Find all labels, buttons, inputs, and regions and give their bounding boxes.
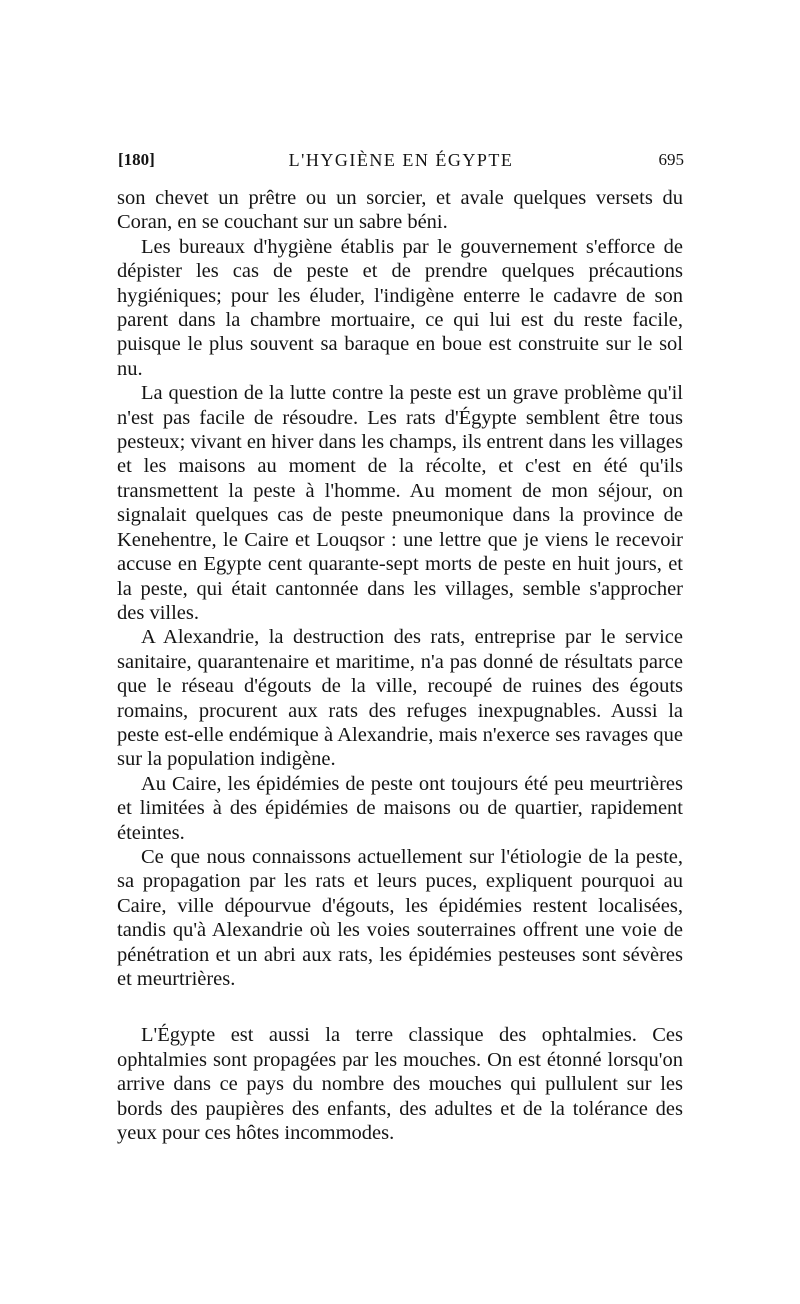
running-title: L'HYGIÈNE EN ÉGYPTE [288, 150, 514, 170]
paragraph-alexandria: A Alexandrie, la destruction des rats, entreprise par le service sanitaire, quarantenaire et maritime, n'a pas donné de résultats parce que le réseau d'égouts de la ville, recoupé de ruines des égouts romains, procurent aux rats des refuges inexpugnables. Aussi la peste est-elle endémique à Alexandrie, mais n'exerce ses ravages que sur la population indigène. [117, 626, 683, 771]
paragraph-etiology: Ce que nous connaissons actuellement sur l'étiologie de la peste, sa propagation par les rats et leurs puces, expliquent pourquoi au Caire, ville dépourvue d'égouts, les épidémies restent localisées, tandis qu'à Alexandrie où les voies souterraines offrent une voie de pénétration et un abri aux rats, les épidémies pesteuses sont sévères et meurtrières. [117, 845, 683, 990]
paragraph-plague-question: La question de la lutte contre la peste est un grave problème qu'il n'est pas facile de résoudre. Les rats d'Égypte semblent être tous pesteux; vivant en hiver dans les champs, ils entrent dans les villages et les maisons au moment de la récolte, et c'est en été qu'ils transmettent la peste à l'homme. Au moment de mon séjour, on signalait quelques cas de peste pneumonique dans la province de Kenehentre, le Caire et Louqsor : une lettre que je viens le recevoir accuse en Egypte cent quarante-sept morts de peste en huit jours, et la peste, qui était cantonnée dans les villages, semble s'approcher des villes. [117, 382, 683, 624]
paragraph-continuation: son chevet un prêtre ou un sorcier, et avale quelques versets du Coran, en se couchant sur un sabre béni. [117, 187, 683, 234]
running-head [118, 148, 684, 172]
paragraph-cairo: Au Caire, les épidémies de peste ont toujours été peu meurtrières et limitées à des épidémies de maisons ou de quartier, rapidement éteintes. [117, 772, 683, 844]
page-section-number: [180] [118, 150, 155, 169]
paragraph-ophthalmia: L'Égypte est aussi la terre classique des ophtalmies. Ces ophtalmies sont propagées par les mouches. On est étonné lorsqu'on arrive dans ce pays du nombre des mouches qui pullulent sur les bords des paupières des enfants, des adultes et de la tolérance des yeux pour ces hôtes incommodes. [117, 1024, 683, 1145]
body-text [117, 186, 683, 1145]
page-number: 695 [658, 150, 684, 169]
paragraph-hygiene-bureaus: Les bureaux d'hygiène établis par le gouvernement s'efforce de dépister les cas de peste et de prendre quelques précautions hygiéniques; pour les éluder, l'indigène enterre le cadavre de son parent dans la chambre mortuaire, ce qui lui est du reste facile, puisque le plus souvent sa baraque en boue est construite sur le sol nu. [117, 235, 683, 380]
